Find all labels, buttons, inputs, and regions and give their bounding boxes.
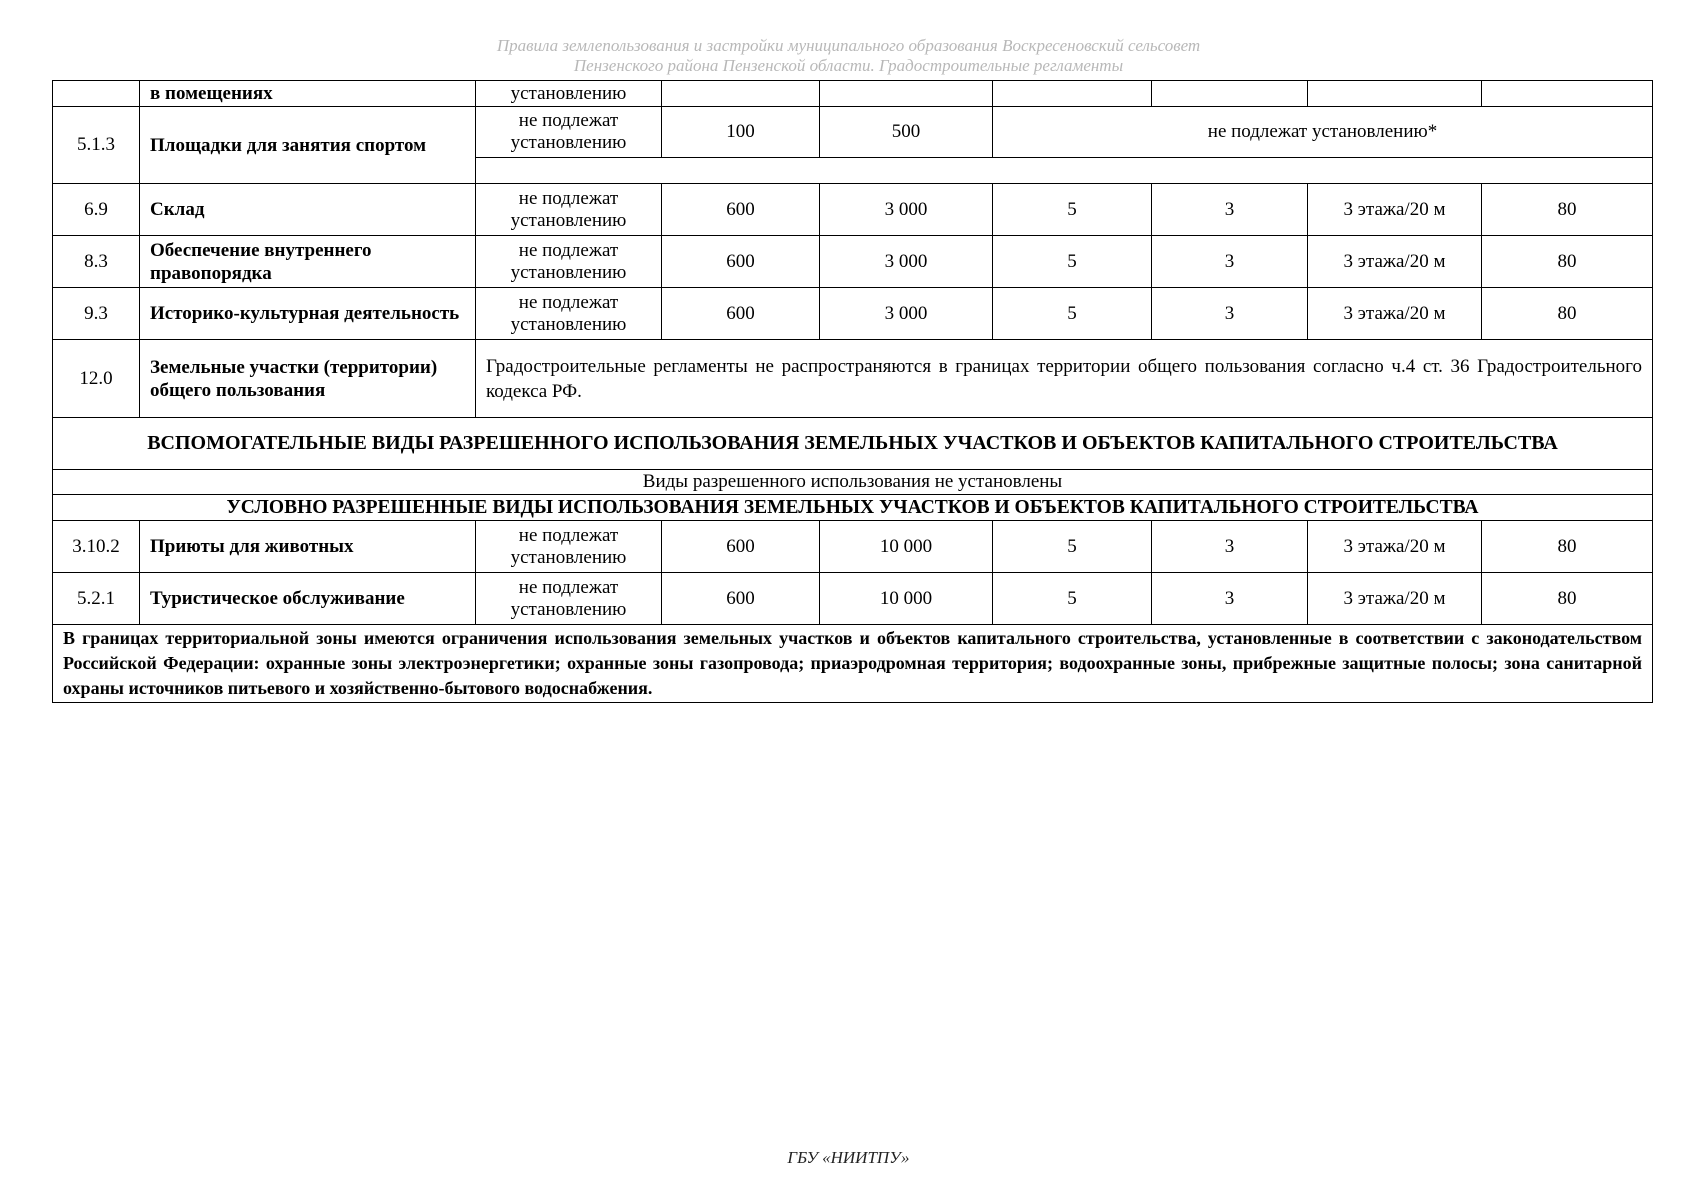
min-area-cell: 600 xyxy=(662,573,820,625)
name-cell: Склад xyxy=(140,184,476,236)
document-footer: ГБУ «НИИТПУ» xyxy=(787,1148,910,1167)
max-area-cell: 10 000 xyxy=(820,573,993,625)
table-row xyxy=(53,521,1653,573)
value-cell: не подлежат установлению xyxy=(476,236,662,288)
indent-cell: 5 xyxy=(993,521,1152,573)
name-cell: Приюты для животных xyxy=(140,521,476,573)
name-cell: Историко-культурная деятельность xyxy=(140,288,476,340)
indent-cell: 3 xyxy=(1152,236,1308,288)
code-cell: 5.1.3 xyxy=(53,107,140,184)
code-cell: 12.0 xyxy=(53,340,140,418)
merged-cell: не подлежат установлению* xyxy=(993,107,1653,158)
document-header xyxy=(0,36,1697,76)
table-row xyxy=(53,81,1653,107)
code-cell: 9.3 xyxy=(53,288,140,340)
table-row xyxy=(53,573,1653,625)
table-row xyxy=(53,107,1653,158)
min-area-cell: 600 xyxy=(662,521,820,573)
table-row xyxy=(53,495,1653,521)
code-cell: 6.9 xyxy=(53,184,140,236)
min-area-cell: 600 xyxy=(662,288,820,340)
percent-cell: 80 xyxy=(1482,521,1653,573)
value-cell: не подлежат установлению xyxy=(476,107,662,158)
code-cell: 5.2.1 xyxy=(53,573,140,625)
indent-cell: 3 xyxy=(1152,573,1308,625)
code-cell: 8.3 xyxy=(53,236,140,288)
indent-cell: 5 xyxy=(993,288,1152,340)
indent-cell: 5 xyxy=(993,236,1152,288)
floors-cell: 3 этажа/20 м xyxy=(1308,288,1482,340)
indent-cell: 3 xyxy=(1152,184,1308,236)
name-cell: Земельные участки (территории) общего пользования xyxy=(140,340,476,418)
table-row xyxy=(53,340,1653,418)
aux-note: Виды разрешенного использования не установлены xyxy=(53,470,1653,495)
header-line-1: Правила землепользования и застройки муниципального образования Воскресеновский сельсовет xyxy=(496,36,1201,55)
max-area-cell: 3 000 xyxy=(820,184,993,236)
header-line-2: Пензенского района Пензенской области. Градостроительные регламенты xyxy=(573,56,1124,75)
min-area-cell: 600 xyxy=(662,236,820,288)
cond-section-heading: УСЛОВНО РАЗРЕШЕННЫЕ ВИДЫ ИСПОЛЬЗОВАНИЯ ЗЕМЕЛЬНЫХ УЧАСТКОВ И ОБЪЕКТОВ КАПИТАЛЬНОГО СТРОИТЕЛЬСТВА xyxy=(53,495,1653,521)
table-row xyxy=(53,625,1653,703)
max-area-cell: 3 000 xyxy=(820,236,993,288)
percent-cell: 80 xyxy=(1482,288,1653,340)
value-cell: не подлежат установлению xyxy=(476,184,662,236)
regulations-table xyxy=(52,80,1653,703)
restrictions-note: В границах территориальной зоны имеются ограничения использования земельных участков и объектов капитального строительства, установленные в соответствии с законодательством Российской Федерации: охранные зоны электроэнергетики; охранные зоны газопровода; приаэродромная территория; водоохранные зоны, прибрежные защитные полосы; зона санитарной охраны источников питьевого и хозяйственно-бытового водоснабжения. xyxy=(53,625,1653,703)
value-cell: не подлежат установлению xyxy=(476,573,662,625)
regulation-text: Градостроительные регламенты не распространяются в границах территории общего пользования согласно ч.4 ст. 36 Градостроительного кодекса РФ. xyxy=(476,340,1653,418)
table-row xyxy=(53,184,1653,236)
table-row xyxy=(53,288,1653,340)
min-area-cell: 600 xyxy=(662,184,820,236)
code-cell xyxy=(53,81,140,107)
percent-cell: 80 xyxy=(1482,236,1653,288)
floors-cell: 3 этажа/20 м xyxy=(1308,521,1482,573)
indent-cell: 5 xyxy=(993,573,1152,625)
code-cell: 3.10.2 xyxy=(53,521,140,573)
name-cell: Туристическое обслуживание xyxy=(140,573,476,625)
max-area-cell: 500 xyxy=(820,107,993,158)
percent-cell: 80 xyxy=(1482,184,1653,236)
indent-cell: 3 xyxy=(1152,288,1308,340)
max-area-cell: 10 000 xyxy=(820,521,993,573)
floors-cell: 3 этажа/20 м xyxy=(1308,236,1482,288)
table-row xyxy=(53,236,1653,288)
value-cell: не подлежат установлению xyxy=(476,521,662,573)
name-cell: Площадки для занятия спортом xyxy=(140,107,476,184)
name-cell: Обеспечение внутреннего правопорядка xyxy=(140,236,476,288)
empty-cell xyxy=(476,158,1653,184)
max-area-cell: 3 000 xyxy=(820,288,993,340)
aux-section-heading: ВСПОМОГАТЕЛЬНЫЕ ВИДЫ РАЗРЕШЕННОГО ИСПОЛЬЗОВАНИЯ ЗЕМЕЛЬНЫХ УЧАСТКОВ И ОБЪЕКТОВ КАПИТАЛЬНОГО СТРОИТЕЛЬСТВА xyxy=(53,418,1653,470)
table-row xyxy=(53,470,1653,495)
min-area-cell: 100 xyxy=(662,107,820,158)
floors-cell: 3 этажа/20 м xyxy=(1308,573,1482,625)
table-row xyxy=(53,418,1653,470)
value-cell: установлению xyxy=(476,81,662,107)
percent-cell: 80 xyxy=(1482,573,1653,625)
name-cell: в помещениях xyxy=(140,81,476,107)
value-cell: не подлежат установлению xyxy=(476,288,662,340)
indent-cell: 5 xyxy=(993,184,1152,236)
indent-cell: 3 xyxy=(1152,521,1308,573)
floors-cell: 3 этажа/20 м xyxy=(1308,184,1482,236)
